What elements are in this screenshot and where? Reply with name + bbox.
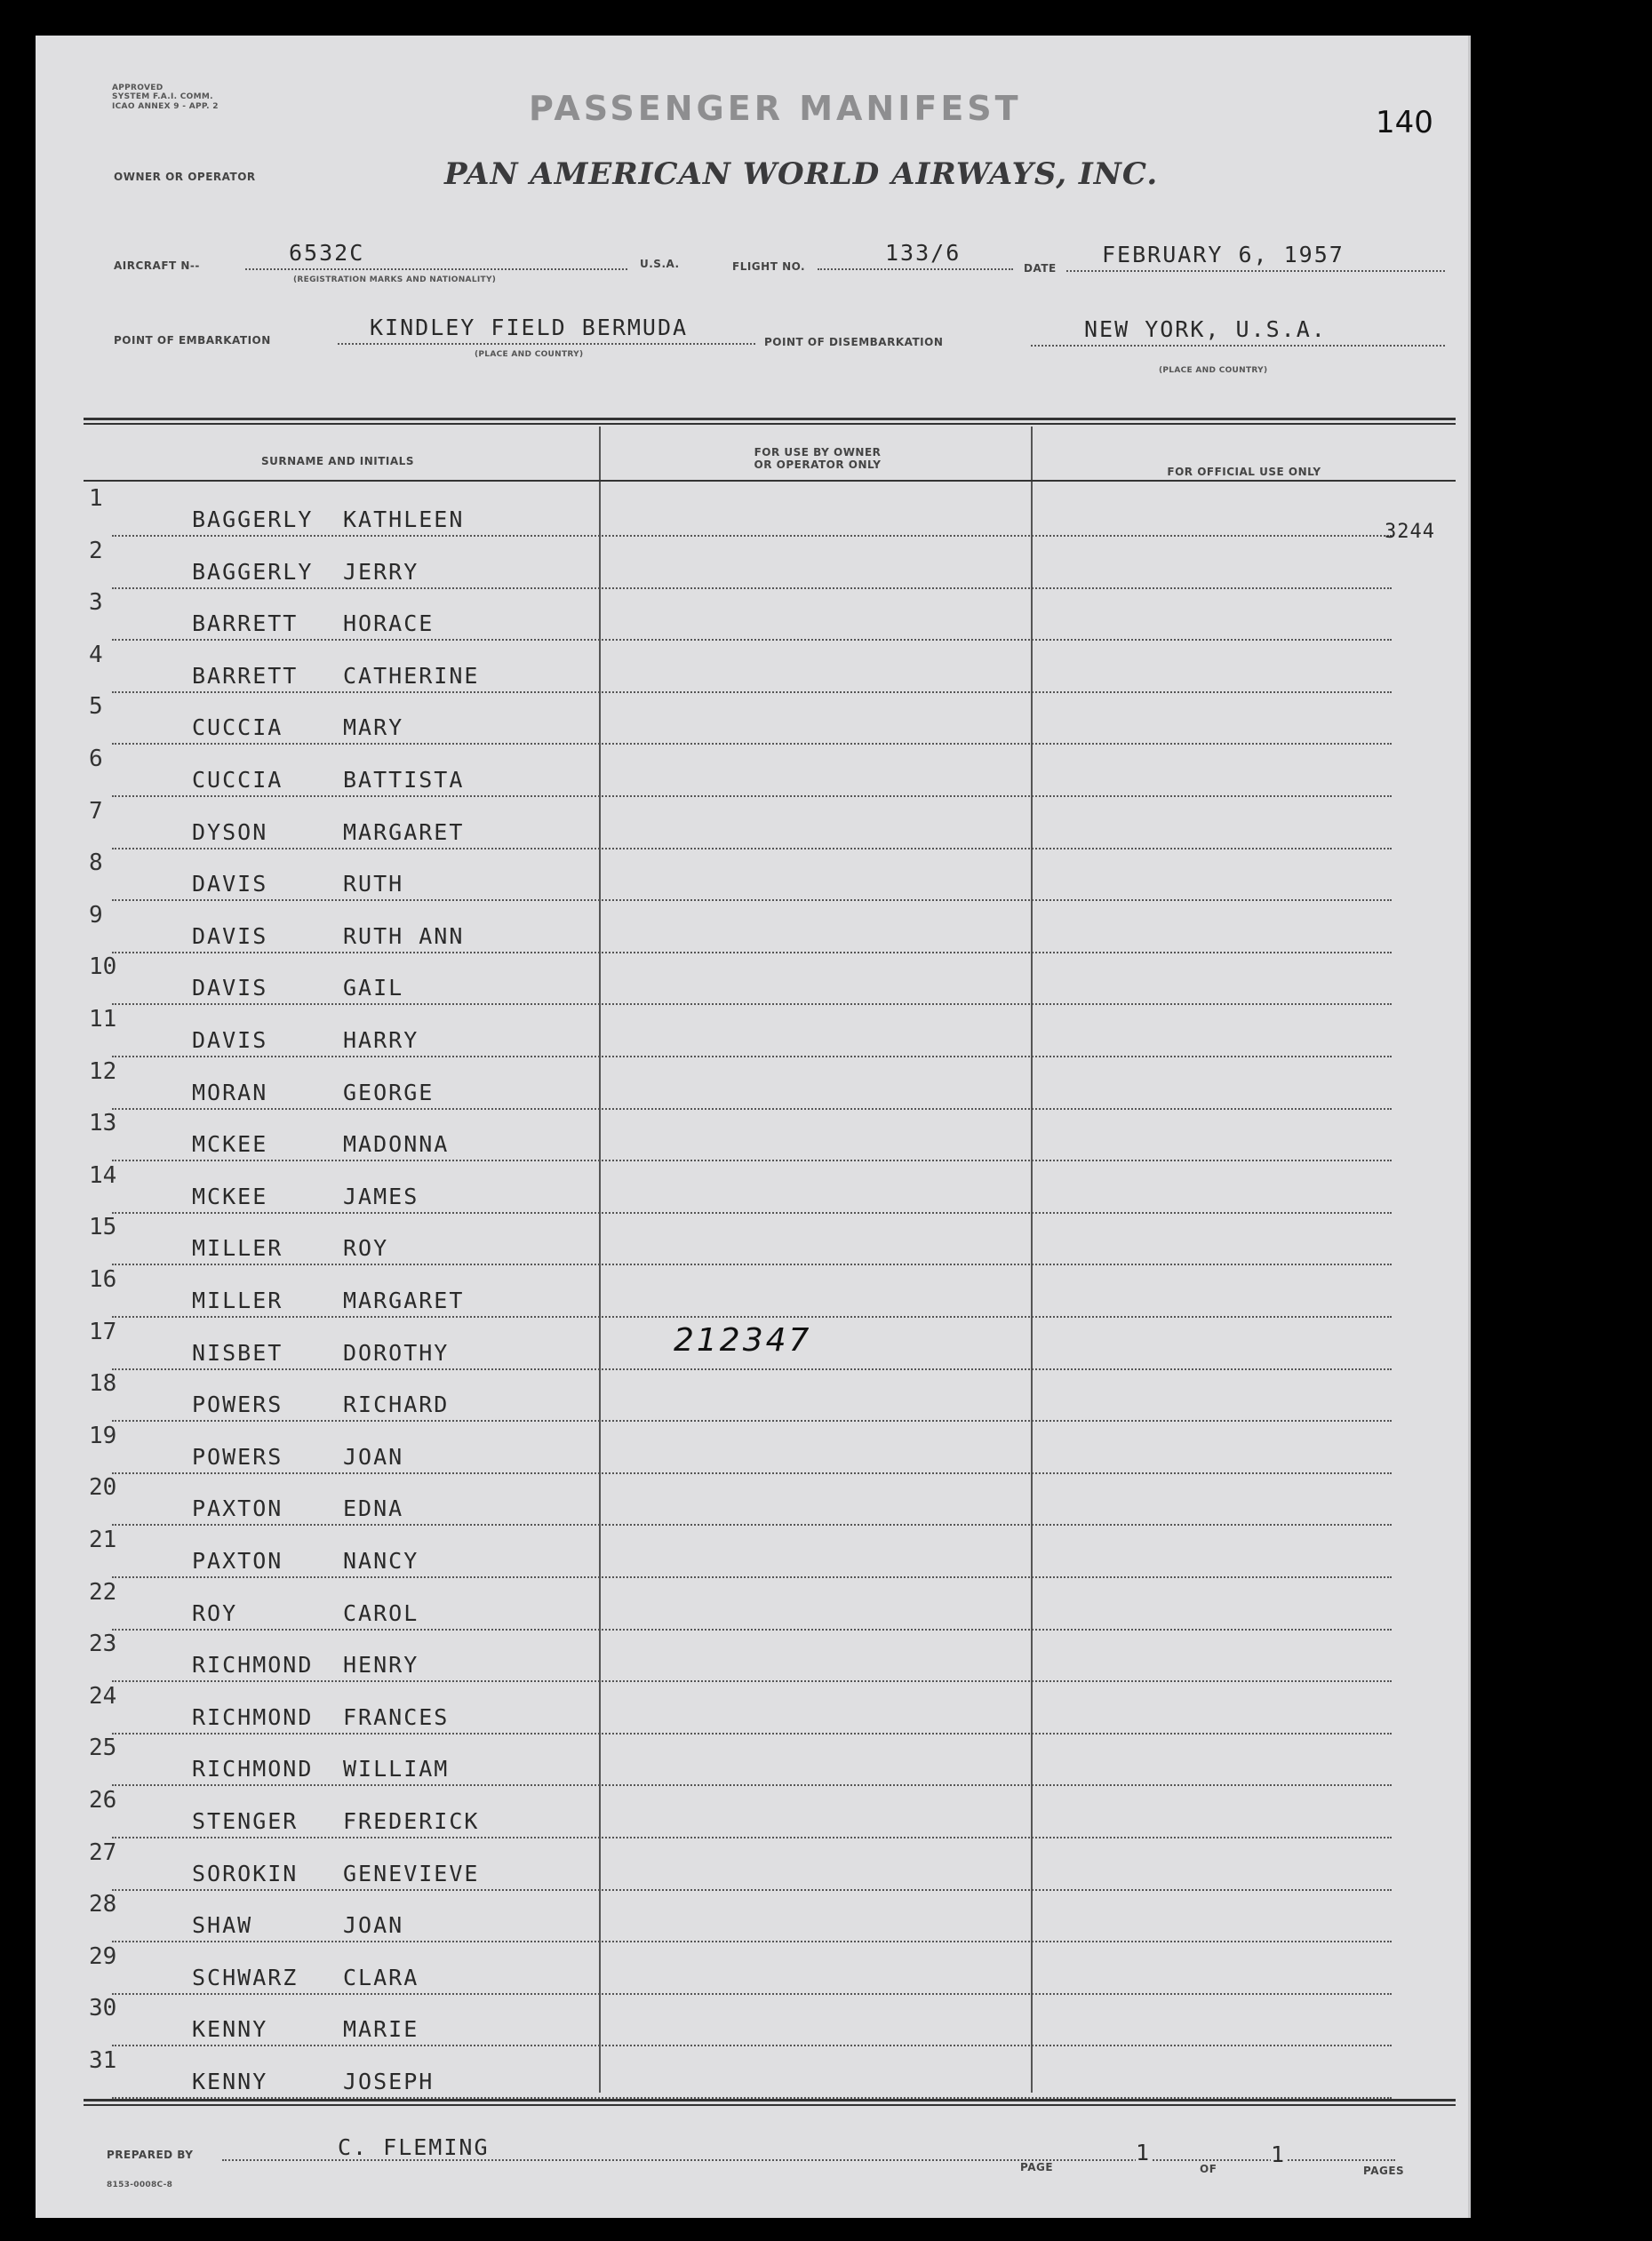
passenger-surname: MILLER — [192, 1235, 283, 1262]
passenger-surname: DAVIS — [192, 975, 268, 1001]
row-number: 12 — [89, 1057, 117, 1085]
document-title: PASSENGER MANIFEST — [529, 89, 1022, 128]
passenger-given-name: JERRY — [343, 558, 419, 585]
passenger-surname: BAGGERLY — [192, 558, 314, 585]
row-number: 29 — [89, 1942, 117, 1970]
embark-note: (PLACE AND COUNTRY) — [475, 350, 584, 359]
row-number: 6 — [89, 746, 103, 772]
passenger-surname: PAXTON — [192, 1548, 283, 1574]
passenger-given-name: RUTH — [343, 871, 404, 897]
passenger-surname: DYSON — [192, 818, 268, 845]
row-number: 10 — [89, 953, 117, 981]
row-rule — [112, 1056, 1392, 1057]
passenger-surname: DAVIS — [192, 1027, 268, 1053]
passenger-surname: RICHMOND — [192, 1652, 314, 1679]
approved-line-1: APPROVED — [112, 84, 164, 92]
row-number: 21 — [89, 1527, 117, 1553]
prepared-label: PREPARED BY — [107, 2149, 194, 2161]
row-number: 4 — [89, 641, 103, 668]
approved-line-2: SYSTEM F.A.I. COMM. — [112, 92, 213, 101]
passenger-given-name: MARGARET — [343, 1288, 465, 1313]
prepared-rule — [222, 2159, 1395, 2161]
embark-value: KINDLEY FIELD BERMUDA — [370, 315, 689, 340]
row-number: 30 — [89, 1995, 117, 2022]
official-use-header: FOR OFFICIAL USE ONLY — [1167, 466, 1321, 478]
row-rule — [112, 743, 1392, 745]
table-bottom-rule — [84, 2099, 1456, 2101]
row-rule — [112, 1733, 1392, 1735]
passenger-given-name: RICHARD — [343, 1392, 450, 1418]
row-number: 14 — [89, 1161, 117, 1189]
row-rule — [112, 1993, 1392, 1995]
row-rule — [112, 848, 1392, 849]
usa-label: U.S.A. — [640, 258, 680, 270]
row-number: 31 — [89, 2047, 117, 2074]
owner-use-header-2: OR OPERATOR ONLY — [754, 459, 882, 471]
row-rule — [112, 1212, 1392, 1214]
passenger-given-name: HENRY — [343, 1652, 419, 1679]
passenger-surname: POWERS — [192, 1443, 283, 1470]
row-rule — [112, 1629, 1392, 1631]
passenger-surname: NISBET — [192, 1339, 283, 1366]
passenger-given-name: HARRY — [343, 1027, 419, 1053]
passenger-given-name: DOROTHY — [343, 1339, 450, 1366]
row-rule — [112, 899, 1392, 901]
flight-label: FLIGHT NO. — [732, 260, 806, 273]
row-rule — [112, 1472, 1392, 1474]
handwritten-number: 212347 — [674, 1322, 812, 1359]
passenger-surname: RICHMOND — [192, 1703, 314, 1730]
header-bottom-rule — [84, 480, 1456, 482]
passenger-surname: BARRETT — [192, 662, 299, 689]
row-number: 11 — [89, 1006, 117, 1033]
passenger-given-name: CATHERINE — [343, 662, 480, 689]
table-top-rule — [84, 418, 1456, 420]
passenger-surname: RICHMOND — [192, 1756, 314, 1782]
row-number: 5 — [89, 693, 103, 721]
row-rule — [112, 1160, 1392, 1161]
owner-label: OWNER OR OPERATOR — [114, 171, 256, 183]
official-mark: 3244 — [1385, 521, 1435, 543]
manifest-sheet — [36, 36, 1471, 2218]
passenger-surname: MCKEE — [192, 1183, 268, 1209]
passenger-surname: KENNY — [192, 2016, 268, 2043]
row-rule — [112, 1837, 1392, 1838]
of-label: OF — [1200, 2163, 1217, 2175]
passenger-given-name: MARY — [343, 714, 404, 741]
row-rule — [112, 1524, 1392, 1526]
embark-label: POINT OF EMBARKATION — [114, 334, 271, 347]
row-number: 2 — [89, 537, 103, 564]
passenger-surname: MCKEE — [192, 1131, 268, 1158]
passenger-given-name: BATTISTA — [343, 767, 465, 793]
passenger-given-name: GENEVIEVE — [343, 1860, 480, 1886]
registration-note: (REGISTRATION MARKS AND NATIONALITY) — [293, 275, 497, 284]
row-number: 27 — [89, 1838, 117, 1866]
row-rule — [112, 1368, 1392, 1370]
passenger-given-name: JOSEPH — [343, 2069, 435, 2094]
row-rule — [112, 1264, 1392, 1265]
passenger-surname: DAVIS — [192, 871, 268, 897]
row-number: 26 — [89, 1787, 117, 1814]
aircraft-rule — [245, 268, 627, 270]
flight-rule — [818, 268, 1013, 270]
pages-label: PAGES — [1363, 2165, 1405, 2177]
disembark-label: POINT OF DISEMBARKATION — [764, 336, 944, 348]
passenger-given-name: MARIE — [343, 2016, 419, 2043]
passenger-surname: BARRETT — [192, 610, 299, 637]
passenger-given-name: FREDERICK — [343, 1808, 480, 1834]
form-code: 8153-0008C-8 — [107, 2181, 173, 2189]
passenger-given-name: JOAN — [343, 1912, 404, 1939]
passenger-surname: SOROKIN — [192, 1860, 299, 1886]
row-number: 13 — [89, 1110, 117, 1137]
column-divider-2 — [1031, 427, 1033, 2093]
passenger-surname: POWERS — [192, 1392, 283, 1418]
page-label: PAGE — [1020, 2161, 1054, 2173]
row-number: 19 — [89, 1422, 117, 1449]
passenger-given-name: GAIL — [343, 975, 404, 1001]
row-rule — [112, 639, 1392, 641]
row-number: 1 — [89, 485, 103, 512]
row-rule — [112, 1316, 1392, 1318]
passenger-given-name: HORACE — [343, 610, 435, 637]
passenger-given-name: EDNA — [343, 1495, 404, 1522]
embark-rule — [338, 343, 755, 345]
passenger-given-name: WILLIAM — [343, 1756, 450, 1782]
row-number: 23 — [89, 1631, 117, 1658]
passenger-surname: SHAW — [192, 1912, 253, 1939]
passenger-surname: STENGER — [192, 1808, 299, 1834]
passenger-surname: CUCCIA — [192, 714, 283, 741]
disembark-value: NEW YORK, U.S.A. — [1084, 316, 1327, 342]
page-value: 1 — [1136, 2140, 1152, 2165]
approved-line-3: ICAO ANNEX 9 - APP. 2 — [112, 102, 219, 111]
passenger-surname: MORAN — [192, 1079, 268, 1105]
passenger-given-name: CLARA — [343, 1964, 419, 1990]
row-rule — [112, 1576, 1392, 1578]
aircraft-value: 6532C — [289, 240, 365, 266]
passenger-surname: PAXTON — [192, 1495, 283, 1522]
row-rule — [112, 587, 1392, 589]
passenger-given-name: JOAN — [343, 1443, 404, 1470]
passenger-given-name: ROY — [343, 1235, 389, 1262]
date-rule — [1066, 270, 1445, 272]
disembark-note: (PLACE AND COUNTRY) — [1159, 366, 1268, 375]
passenger-surname: KENNY — [192, 2069, 268, 2094]
table-bottom-rule-2 — [84, 2104, 1456, 2106]
surname-column-header: SURNAME AND INITIALS — [261, 455, 414, 467]
table-top-rule-2 — [84, 423, 1456, 425]
page-number: 140 — [1376, 105, 1433, 140]
row-number: 18 — [89, 1370, 117, 1398]
passenger-given-name: JAMES — [343, 1183, 419, 1209]
row-number: 7 — [89, 797, 103, 825]
passenger-given-name: MADONNA — [343, 1131, 450, 1158]
passenger-given-name: RUTH ANN — [343, 922, 465, 949]
row-rule — [112, 1889, 1392, 1891]
row-rule — [112, 1108, 1392, 1110]
row-number: 8 — [89, 849, 103, 877]
row-number: 16 — [89, 1266, 117, 1293]
row-number: 22 — [89, 1578, 117, 1606]
row-rule — [112, 2045, 1392, 2046]
row-number: 3 — [89, 589, 103, 617]
date-value: FEBRUARY 6, 1957 — [1102, 242, 1345, 267]
passenger-surname: SCHWARZ — [192, 1964, 299, 1990]
passenger-given-name: NANCY — [343, 1548, 419, 1574]
row-rule — [112, 1003, 1392, 1005]
row-number: 9 — [89, 901, 103, 929]
row-rule — [112, 1941, 1392, 1942]
row-rule — [112, 1420, 1392, 1422]
row-rule — [112, 952, 1392, 953]
row-rule — [112, 1784, 1392, 1786]
row-rule — [112, 535, 1392, 537]
passenger-given-name: CAROL — [343, 1599, 419, 1626]
row-number: 28 — [89, 1891, 117, 1918]
row-rule — [112, 691, 1392, 693]
row-rule — [112, 1680, 1392, 1682]
column-divider-1 — [599, 427, 601, 2093]
passenger-surname: CUCCIA — [192, 767, 283, 793]
passenger-surname: MILLER — [192, 1288, 283, 1313]
row-number: 15 — [89, 1214, 117, 1241]
passenger-surname: ROY — [192, 1599, 238, 1626]
operator-name: PAN AMERICAN WORLD AIRWAYS, INC. — [444, 156, 1159, 192]
prepared-value: C. FLEMING — [338, 2134, 490, 2160]
row-number: 25 — [89, 1735, 117, 1762]
passenger-surname: DAVIS — [192, 922, 268, 949]
row-number: 20 — [89, 1474, 117, 1502]
row-number: 24 — [89, 1682, 117, 1710]
date-label: DATE — [1024, 262, 1057, 275]
passenger-surname: BAGGERLY — [192, 506, 314, 532]
row-number: 17 — [89, 1318, 117, 1345]
row-rule — [112, 795, 1392, 797]
passenger-given-name: FRANCES — [343, 1703, 450, 1730]
disembark-rule — [1031, 345, 1445, 347]
of-value: 1 — [1271, 2141, 1287, 2167]
passenger-given-name: KATHLEEN — [343, 506, 465, 532]
aircraft-label: AIRCRAFT N-- — [114, 259, 200, 272]
passenger-given-name: MARGARET — [343, 818, 465, 845]
flight-value: 133/6 — [885, 240, 962, 266]
passenger-given-name: GEORGE — [343, 1079, 435, 1105]
owner-use-header-1: FOR USE BY OWNER — [754, 446, 882, 459]
